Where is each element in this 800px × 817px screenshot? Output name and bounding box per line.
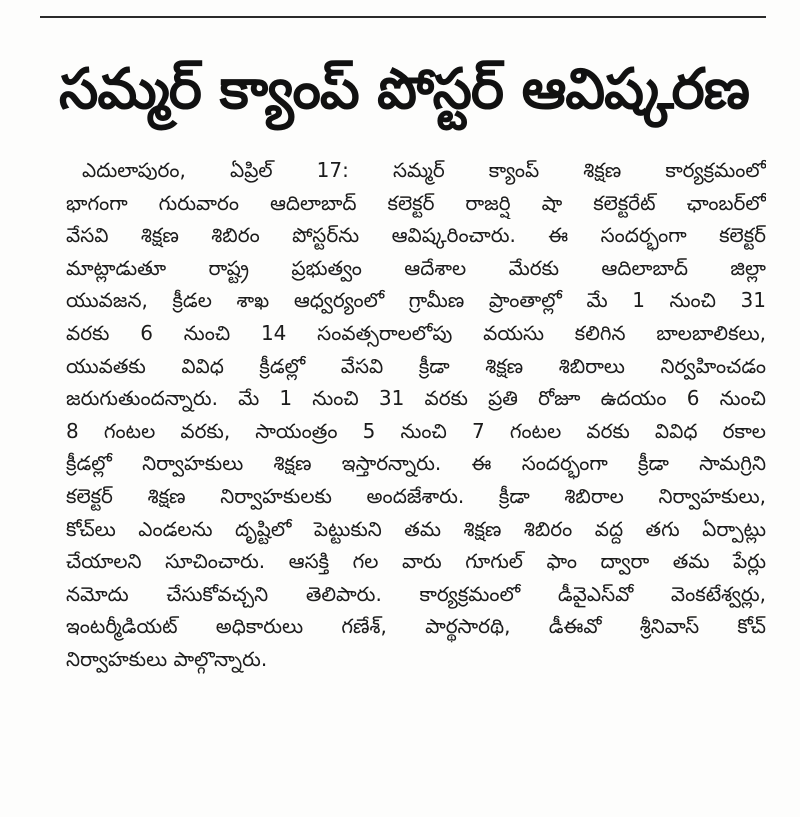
article-line: వరకు 6 నుంచి 14 సంవత్సరాలలోపు వయసు కలిగిన బాలబాలికలు, <box>66 320 766 345</box>
article-body <box>66 154 766 676</box>
article-line: యువతకు వివిధ క్రీడల్లో వేసవి క్రీడా శిక్షణ శిబిరాలు నిర్వహించడం <box>66 353 766 378</box>
article-line: మాట్లాడుతూ రాష్ట్ర ప్రభుత్వం ఆదేశాల మేరకు ఆదిలాబాద్ జిల్లా <box>66 255 766 280</box>
article-line: నిర్వాహకులు పాల్గొన్నారు. <box>66 646 268 671</box>
headline: సమ్మర్ క్యాంప్ పోస్టర్ ఆవిష్కరణ <box>59 57 749 122</box>
article-line: ఎదులాపురం, ఏప్రిల్ 17: సమ్మర్ క్యాంప్ శిక్షణ కార్యక్రమంలో <box>82 158 766 182</box>
article-line: యువజన, క్రీడల శాఖ ఆధ్వర్యంలో గ్రామీణ ప్రాంతాల్లో మే 1 నుంచి 31 <box>66 288 766 313</box>
article-line: జరుగుతుందన్నారు. మే 1 నుంచి 31 వరకు ప్రతి రోజూ ఉదయం 6 నుంచి <box>66 386 766 411</box>
article-line: చేయాలని సూచించారు. ఆసక్తి గల వారు గూగుల్ ఫాం ద్వారా తమ పేర్లు <box>66 549 766 574</box>
article-line: వేసవి శిక్షణ శిబిరం పోస్టర్‌ను ఆవిష్కరించారు. ఈ సందర్భంగా కలెక్టర్ <box>66 223 766 248</box>
article-line: కోచ్‌లు ఎండలను దృష్టిలో పెట్టుకుని తమ శిక్షణ శిబిరం వద్ద తగు ఏర్పాట్లు <box>66 516 766 541</box>
article-line: ఇంటర్మీడియట్ అధికారులు గణేశ్, పార్థసారథి, డీఈవో శ్రీనివాస్ కోచ్ <box>66 614 766 639</box>
article-line: భాగంగా గురువారం ఆదిలాబాద్ కలెక్టర్ రాజర్షి షా కలెక్టరేట్ ఛాంబర్‌లో <box>66 190 766 215</box>
top-divider <box>40 16 766 18</box>
article-line: కలెక్టర్ శిక్షణ నిర్వాహకులకు అందజేశారు. క్రీడా శిబిరాల నిర్వాహకులు, <box>66 483 766 508</box>
article-line: నమోదు చేసుకోవచ్చని తెలిపారు. కార్యక్రమంలో డీవైఎస్‌వో వెంకటేశ్వర్లు, <box>66 581 766 606</box>
article-line: 8 గంటల వరకు, సాయంత్రం 5 నుంచి 7 గంటల వరకు వివిధ రకాల <box>66 418 766 443</box>
article-line: క్రీడల్లో నిర్వాహకులు శిక్షణ ఇస్తారన్నారు. ఈ సందర్భంగా క్రీడా సామగ్రిని <box>66 451 766 476</box>
